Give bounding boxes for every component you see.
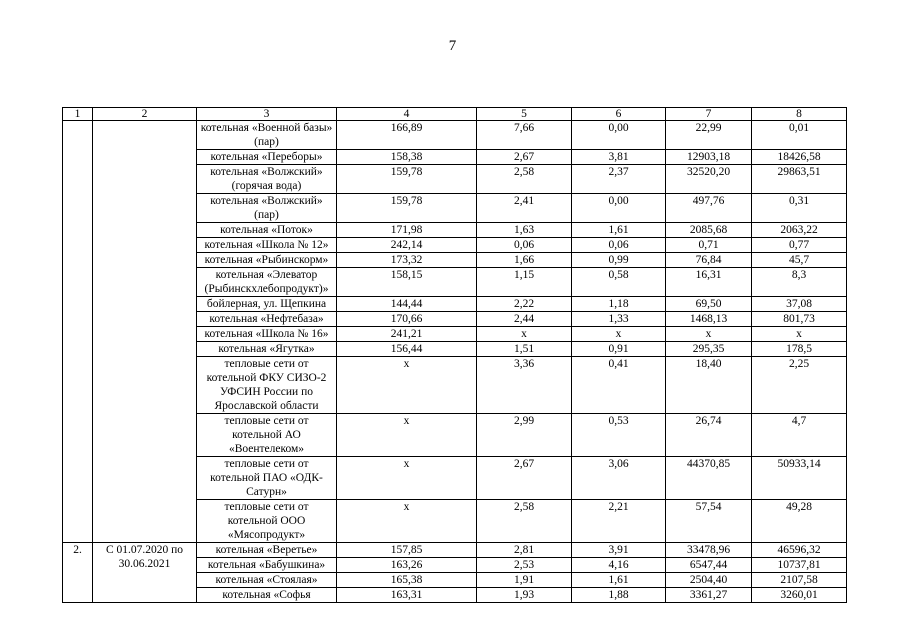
table-row	[63, 543, 847, 558]
value-cell-4: 163,31	[337, 588, 477, 603]
value-cell-8: 2063,22	[752, 223, 847, 238]
value-cell-7: 1468,13	[666, 312, 752, 327]
value-cell-5: 2,58	[477, 500, 572, 543]
value-cell-7: 2085,68	[666, 223, 752, 238]
boiler-name-cell: котельная «Переборы»	[197, 150, 337, 165]
table-row	[63, 121, 847, 150]
tariff-table	[62, 107, 847, 603]
row-number-cell	[63, 121, 93, 543]
value-cell-6: 3,06	[572, 457, 666, 500]
boiler-name-cell: котельная «Военной базы» (пар)	[197, 121, 337, 150]
value-cell-6: 3,81	[572, 150, 666, 165]
value-cell-8: 29863,51	[752, 165, 847, 194]
boiler-name-cell: котельная «Элеватор (Рыбинскхлебопродукт)»	[197, 268, 337, 297]
value-cell-6: 3,91	[572, 543, 666, 558]
value-cell-5: x	[477, 327, 572, 342]
value-cell-8: 2107,58	[752, 573, 847, 588]
value-cell-6: 2,21	[572, 500, 666, 543]
value-cell-5: 2,99	[477, 414, 572, 457]
value-cell-4: 158,15	[337, 268, 477, 297]
value-cell-7: 2504,40	[666, 573, 752, 588]
value-cell-7: 0,71	[666, 238, 752, 253]
value-cell-5: 1,91	[477, 573, 572, 588]
boiler-name-cell: котельная «Школа № 12»	[197, 238, 337, 253]
value-cell-8: 4,7	[752, 414, 847, 457]
value-cell-5: 2,58	[477, 165, 572, 194]
header-cell: 1	[63, 108, 93, 121]
value-cell-7: 69,50	[666, 297, 752, 312]
header-cell: 5	[477, 108, 572, 121]
value-cell-5: 1,63	[477, 223, 572, 238]
value-cell-6: 0,00	[572, 121, 666, 150]
period-cell: С 01.07.2020 по 30.06.2021	[93, 543, 197, 603]
value-cell-7: 44370,85	[666, 457, 752, 500]
value-cell-6: 1,18	[572, 297, 666, 312]
boiler-name-cell: котельная «Волжский» (пар)	[197, 194, 337, 223]
value-cell-4: 171,98	[337, 223, 477, 238]
value-cell-7: 497,76	[666, 194, 752, 223]
value-cell-6: 1,88	[572, 588, 666, 603]
value-cell-6: 1,33	[572, 312, 666, 327]
value-cell-8: 37,08	[752, 297, 847, 312]
value-cell-7: 12903,18	[666, 150, 752, 165]
header-cell: 2	[93, 108, 197, 121]
value-cell-5: 1,66	[477, 253, 572, 268]
value-cell-7: x	[666, 327, 752, 342]
boiler-name-cell: котельная «Волжский» (горячая вода)	[197, 165, 337, 194]
value-cell-5: 1,15	[477, 268, 572, 297]
value-cell-4: 159,78	[337, 165, 477, 194]
value-cell-8: 10737,81	[752, 558, 847, 573]
value-cell-8: 801,73	[752, 312, 847, 327]
boiler-name-cell: котельная «Нефтебаза»	[197, 312, 337, 327]
value-cell-8: 49,28	[752, 500, 847, 543]
value-cell-4: 242,14	[337, 238, 477, 253]
boiler-name-cell: котельная «Поток»	[197, 223, 337, 238]
value-cell-8: 0,01	[752, 121, 847, 150]
boiler-name-cell: котельная «Школа № 16»	[197, 327, 337, 342]
boiler-name-cell: котельная «Рыбинскорм»	[197, 253, 337, 268]
value-cell-8: 0,77	[752, 238, 847, 253]
value-cell-6: 0,58	[572, 268, 666, 297]
value-cell-5: 2,41	[477, 194, 572, 223]
value-cell-4: 241,21	[337, 327, 477, 342]
value-cell-4: 166,89	[337, 121, 477, 150]
value-cell-5: 1,51	[477, 342, 572, 357]
value-cell-7: 16,31	[666, 268, 752, 297]
value-cell-7: 33478,96	[666, 543, 752, 558]
value-cell-7: 295,35	[666, 342, 752, 357]
header-cell: 6	[572, 108, 666, 121]
value-cell-8: 8,3	[752, 268, 847, 297]
value-cell-7: 22,99	[666, 121, 752, 150]
header-cell: 7	[666, 108, 752, 121]
period-cell	[93, 121, 197, 543]
value-cell-8: 45,7	[752, 253, 847, 268]
value-cell-6: 0,53	[572, 414, 666, 457]
value-cell-7: 76,84	[666, 253, 752, 268]
value-cell-4: 173,32	[337, 253, 477, 268]
value-cell-4: x	[337, 457, 477, 500]
value-cell-5: 1,93	[477, 588, 572, 603]
value-cell-5: 2,67	[477, 457, 572, 500]
value-cell-8: 178,5	[752, 342, 847, 357]
boiler-name-cell: котельная «Ягутка»	[197, 342, 337, 357]
value-cell-4: 165,38	[337, 573, 477, 588]
value-cell-5: 0,06	[477, 238, 572, 253]
value-cell-7: 32520,20	[666, 165, 752, 194]
value-cell-6: 0,41	[572, 357, 666, 414]
value-cell-4: 144,44	[337, 297, 477, 312]
boiler-name-cell: котельная «Бабушкина»	[197, 558, 337, 573]
value-cell-4: 163,26	[337, 558, 477, 573]
value-cell-6: 1,61	[572, 223, 666, 238]
value-cell-8: 46596,32	[752, 543, 847, 558]
value-cell-6: 0,91	[572, 342, 666, 357]
value-cell-6: 2,37	[572, 165, 666, 194]
value-cell-5: 7,66	[477, 121, 572, 150]
value-cell-7: 57,54	[666, 500, 752, 543]
value-cell-8: 3260,01	[752, 588, 847, 603]
value-cell-6: x	[572, 327, 666, 342]
value-cell-7: 6547,44	[666, 558, 752, 573]
row-number-cell: 2.	[63, 543, 93, 603]
value-cell-5: 2,67	[477, 150, 572, 165]
boiler-name-cell: котельная «Софья	[197, 588, 337, 603]
value-cell-6: 0,00	[572, 194, 666, 223]
value-cell-4: 159,78	[337, 194, 477, 223]
value-cell-6: 1,61	[572, 573, 666, 588]
header-cell: 3	[197, 108, 337, 121]
boiler-name-cell: бойлерная, ул. Щепкина	[197, 297, 337, 312]
value-cell-8: 18426,58	[752, 150, 847, 165]
value-cell-6: 0,99	[572, 253, 666, 268]
value-cell-5: 2,44	[477, 312, 572, 327]
value-cell-5: 3,36	[477, 357, 572, 414]
value-cell-8: 2,25	[752, 357, 847, 414]
value-cell-7: 18,40	[666, 357, 752, 414]
value-cell-5: 2,81	[477, 543, 572, 558]
page-number: 7	[448, 38, 457, 54]
header-row	[63, 108, 847, 121]
header-cell: 8	[752, 108, 847, 121]
boiler-name-cell: котельная «Веретье»	[197, 543, 337, 558]
value-cell-6: 0,06	[572, 238, 666, 253]
value-cell-7: 3361,27	[666, 588, 752, 603]
value-cell-4: 158,38	[337, 150, 477, 165]
value-cell-6: 4,16	[572, 558, 666, 573]
value-cell-7: 26,74	[666, 414, 752, 457]
value-cell-4: x	[337, 500, 477, 543]
table-body	[63, 108, 847, 603]
boiler-name-cell: тепловые сети от котельной ФКУ СИЗО-2 УФСИН России по Ярославской области	[197, 357, 337, 414]
value-cell-4: x	[337, 414, 477, 457]
value-cell-4: 170,66	[337, 312, 477, 327]
value-cell-5: 2,53	[477, 558, 572, 573]
value-cell-4: x	[337, 357, 477, 414]
value-cell-8: 0,31	[752, 194, 847, 223]
value-cell-4: 156,44	[337, 342, 477, 357]
boiler-name-cell: тепловые сети от котельной АО «Воентелеком»	[197, 414, 337, 457]
value-cell-8: x	[752, 327, 847, 342]
boiler-name-cell: тепловые сети от котельной ООО «Мясопродукт»	[197, 500, 337, 543]
boiler-name-cell: котельная «Стоялая»	[197, 573, 337, 588]
value-cell-4: 157,85	[337, 543, 477, 558]
value-cell-5: 2,22	[477, 297, 572, 312]
boiler-name-cell: тепловые сети от котельной ПАО «ОДК-Сатурн»	[197, 457, 337, 500]
value-cell-8: 50933,14	[752, 457, 847, 500]
header-cell: 4	[337, 108, 477, 121]
